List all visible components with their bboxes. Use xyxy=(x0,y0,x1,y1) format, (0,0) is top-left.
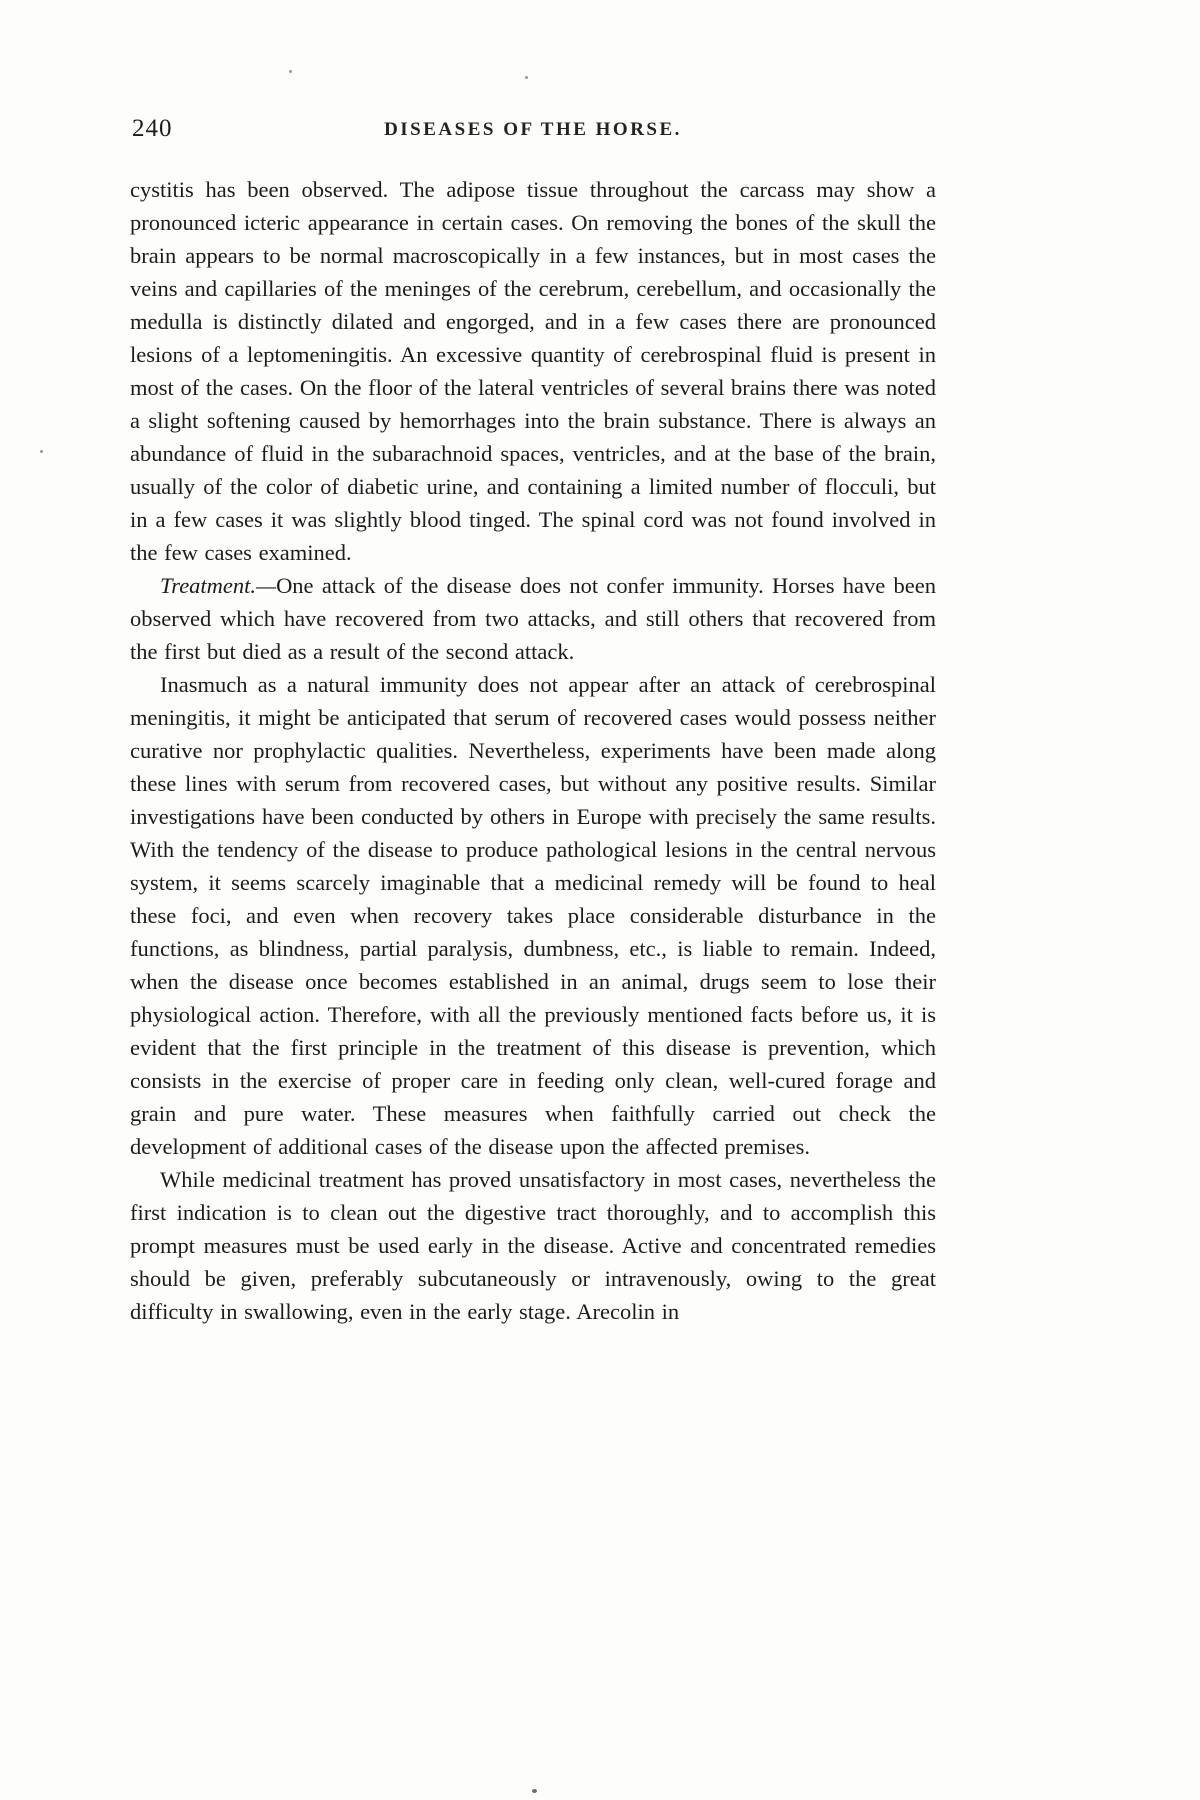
scan-artifact xyxy=(289,70,292,73)
scan-artifact xyxy=(525,76,528,79)
paragraph-medicinal-treatment: While medicinal treatment has proved unsatisfactory in most cases, nevertheless the first indication is to clean out the digestive tract thoroughly, and to accomplish this prompt measures must be used early in the disease. Active and concentrated remedies should be given, preferably subcutaneously or intravenously, owing to the great difficulty in swallowing, even in the early stage. Arecolin in xyxy=(130,1167,936,1324)
paragraph-pathology: cystitis has been observed. The adipose tissue throughout the carcass may show a pronounced icteric appearance in certain cases. On removing the bones of the skull the brain appears to be normal macroscopically in a few instances, but in most cases the veins and capillaries of the meninges of the cerebrum, cerebellum, and occasionally the medulla is distinctly dilated and engorged, and in a few cases there are pronounced lesions of a leptomeningitis. An excessive quantity of cerebrospinal fluid is present in most of the cases. On the floor of the lateral ventricles of several brains there was noted a slight softening caused by hemorrhages into the brain substance. There is always an abundance of fluid in the subarachnoid spaces, ventricles, and at the base of the brain, usually of the color of diabetic urine, and containing a limited number of flocculi, but in a few cases it was slightly blood tinged. The spinal cord was not found involved in the few cases examined. xyxy=(130,177,936,565)
text-column xyxy=(130,115,936,1328)
running-title: DISEASES OF THE HORSE. xyxy=(384,119,682,140)
body-text xyxy=(130,173,936,1328)
paragraph-treatment-text: One attack of the disease does not confer immunity. Horses have been observed which have recovered from two attacks, and still others that recovered from the first but died as a result of the second attack. xyxy=(130,573,936,664)
page-header xyxy=(130,115,936,161)
treatment-heading: Treatment.— xyxy=(160,573,277,598)
page-number: 240 xyxy=(132,115,173,142)
scan-artifact xyxy=(40,450,43,453)
scan-artifact xyxy=(532,1789,537,1793)
paragraph-immunity: Inasmuch as a natural immunity does not appear after an attack of cerebrospinal meningitis, it might be anticipated that serum of recovered cases would possess neither curative nor prophylactic qualities. Nevertheless, experiments have been made along these lines with serum from recovered cases, but without any positive results. Similar investigations have been conducted by others in Europe with precisely the same results. With the tendency of the disease to produce pathological lesions in the central nervous system, it seems scarcely imaginable that a medicinal remedy will be found to heal these foci, and even when recovery takes place considerable disturbance in the functions, as blindness, partial paralysis, dumbness, etc., is liable to remain. Indeed, when the disease once becomes established in an animal, drugs seem to lose their physiological action. Therefore, with all the previously mentioned facts before us, it is evident that the first principle in the treatment of this disease is prevention, which consists in the exercise of proper care in feeding only clean, well-cured forage and grain and pure water. These measures when faithfully carried out check the development of additional cases of the disease upon the affected premises. xyxy=(130,672,936,1159)
paragraph-treatment xyxy=(130,569,936,668)
